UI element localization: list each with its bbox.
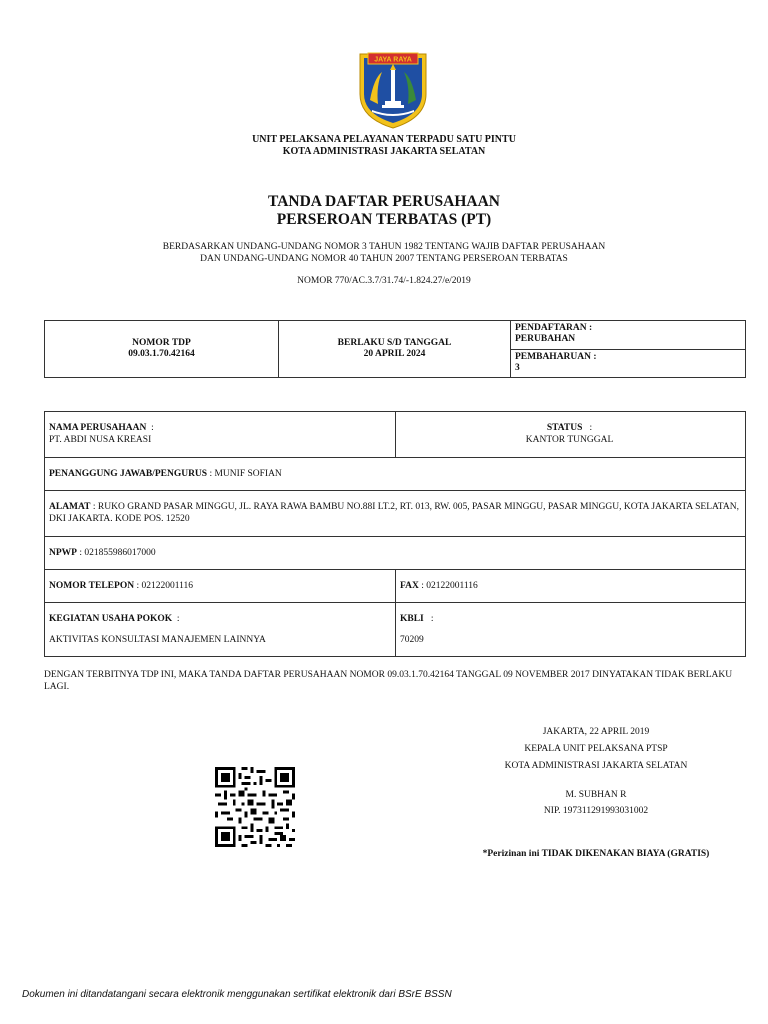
renewal-value: 3 bbox=[515, 363, 520, 373]
registration-label: PENDAFTARAN : bbox=[515, 323, 593, 333]
signature-place-date: JAKARTA, 22 APRIL 2019 bbox=[542, 727, 650, 737]
status-value: KANTOR TUNGGAL bbox=[525, 435, 614, 445]
company-details-table bbox=[44, 411, 746, 657]
registration-summary-table bbox=[44, 320, 746, 378]
address-value: : RUKO GRAND PASAR MINGGU, JL. RAYA RAWA BAMBU NO.88I LT.2, RT. 013, RW. 005, PASAR MINGGU, PASAR MINGGU, KOTA JAKARTA SELATAN, DKI JAKARTA. KODE POS. 12520 bbox=[49, 502, 739, 524]
kbli-separator: : bbox=[430, 614, 434, 624]
free-of-charge-note: *Perizinan ini TIDAK DIKENAKAN BIAYA (GRATIS) bbox=[482, 849, 710, 859]
valid-until-label: BERLAKU S/D TANGGAL bbox=[337, 338, 452, 348]
status-label: STATUS bbox=[546, 423, 583, 433]
status-cell bbox=[396, 412, 745, 457]
registration-section bbox=[511, 321, 745, 350]
phone-label: NOMOR TELEPON bbox=[49, 581, 135, 591]
revocation-notice: DENGAN TERBITNYA TDP INI, MAKA TANDA DAFTAR PERUSAHAAN NOMOR 09.03.1.70.42164 TANGGAL 09 NOVEMBER 2017 DINYATAKAN TIDAK BERLAKU LAGI. bbox=[44, 670, 733, 692]
phone-fax-row bbox=[45, 570, 745, 603]
company-name-separator: : bbox=[151, 423, 154, 433]
legal-basis bbox=[0, 241, 768, 265]
status-separator: : bbox=[589, 423, 593, 433]
document-title bbox=[0, 193, 768, 229]
business-activity-cell bbox=[45, 603, 396, 656]
renewal-section bbox=[511, 350, 745, 377]
issuing-office bbox=[0, 134, 768, 158]
fax-value: : 02122001116 bbox=[421, 581, 478, 591]
kbli-cell bbox=[396, 603, 745, 656]
fax-label: FAX bbox=[400, 581, 419, 591]
phone-cell bbox=[45, 570, 396, 602]
person-in-charge-row bbox=[45, 458, 745, 491]
qr-code bbox=[212, 764, 298, 850]
npwp-row bbox=[45, 537, 745, 570]
legal-line-1: BERDASARKAN UNDANG-UNDANG NOMOR 3 TAHUN 1982 TENTANG WAJIB DAFTAR PERUSAHAAN bbox=[162, 242, 606, 252]
company-status-row bbox=[45, 412, 745, 458]
jakarta-coat-of-arms-logo bbox=[352, 48, 434, 130]
fax-cell bbox=[396, 570, 745, 602]
business-activity-label: KEGIATAN USAHA POKOK bbox=[49, 614, 173, 624]
renewal-label: PEMBAHARUAN : bbox=[515, 352, 597, 362]
svg-text:JAYA RAYA: JAYA RAYA bbox=[374, 56, 412, 64]
business-activity-value: AKTIVITAS KONSULTASI MANAJEMEN LAINNYA bbox=[49, 635, 266, 645]
kbli-value: 70209 bbox=[400, 635, 424, 645]
kbli-label: KBLI bbox=[400, 614, 424, 624]
legal-line-2: DAN UNDANG-UNDANG NOMOR 40 TAHUN 2007 TENTANG PERSEROAN TERBATAS bbox=[200, 254, 568, 264]
signatory-nip: NIP. 197311291993031002 bbox=[543, 806, 649, 816]
npwp-value: : 021855986017000 bbox=[79, 548, 156, 558]
document-number: NOMOR 770/AC.3.7/31.74/-1.824.27/e/2019 bbox=[297, 276, 471, 286]
title-line-2: PERSEROAN TERBATAS (PT) bbox=[276, 211, 492, 228]
company-name-value: PT. ABDI NUSA KREASI bbox=[49, 435, 152, 445]
valid-until-cell bbox=[279, 321, 511, 377]
electronic-signature-footer: Dokumen ini ditandatangani secara elektronik menggunakan sertifikat elektronik dari BSrE BSSN bbox=[22, 989, 452, 1000]
address-label: ALAMAT bbox=[49, 502, 91, 512]
tdp-number-cell bbox=[45, 321, 279, 377]
registration-type-cell bbox=[511, 321, 745, 377]
office-line-1: UNIT PELAKSANA PELAYANAN TERPADU SATU PINTU bbox=[252, 134, 516, 145]
signature-block bbox=[440, 726, 752, 817]
signature-position-line-1: KEPALA UNIT PELAKSANA PTSP bbox=[524, 744, 668, 754]
tdp-number-value: 09.03.1.70.42164 bbox=[128, 349, 195, 359]
company-name-cell bbox=[45, 412, 396, 457]
person-in-charge-value: : MUNIF SOFIAN bbox=[209, 469, 282, 479]
person-in-charge-label: PENANGGUNG JAWAB/PENGURUS bbox=[49, 469, 208, 479]
registration-value: PERUBAHAN bbox=[515, 334, 576, 344]
office-line-2: KOTA ADMINISTRASI JAKARTA SELATAN bbox=[282, 146, 486, 157]
tdp-number-label: NOMOR TDP bbox=[132, 338, 191, 348]
business-activity-row bbox=[45, 603, 745, 656]
company-name-label: NAMA PERUSAHAAN bbox=[49, 423, 147, 433]
npwp-label: NPWP bbox=[49, 548, 77, 558]
title-line-1: TANDA DAFTAR PERUSAHAAN bbox=[268, 193, 500, 210]
signatory-name: M. SUBHAN R bbox=[565, 790, 627, 800]
business-activity-separator: : bbox=[176, 614, 180, 624]
signature-position-line-2: KOTA ADMINISTRASI JAKARTA SELATAN bbox=[504, 761, 688, 771]
phone-value: : 02122001116 bbox=[136, 581, 194, 591]
address-row bbox=[45, 491, 745, 537]
valid-until-value: 20 APRIL 2024 bbox=[363, 349, 426, 359]
